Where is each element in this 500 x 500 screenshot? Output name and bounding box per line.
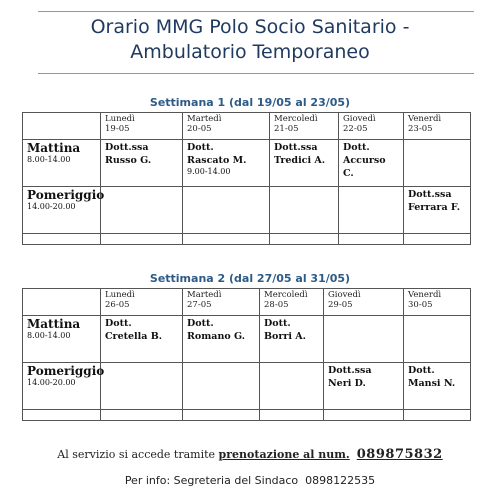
day-date: 22-05 [343, 124, 368, 134]
info-text: Per info: Segreteria del Sindaco [124, 474, 299, 487]
week-1-schedule-table [22, 112, 471, 245]
doctor-cell [101, 140, 183, 187]
doctor-title: Dott. [187, 142, 214, 153]
spacer-cell [23, 410, 101, 421]
day-date: 27-05 [187, 300, 212, 310]
doctor-cell [101, 187, 183, 234]
day-name: Giovedì [328, 290, 361, 300]
doctor-title: Dott.ssa [328, 365, 372, 376]
booking-number: 089875832 [356, 447, 443, 462]
doctor-name: Neri D. [328, 378, 366, 389]
doctor-cell [260, 316, 324, 363]
doctor-title: Dott.ssa [408, 189, 452, 200]
booking-info [0, 447, 500, 462]
slot-name: Mattina [27, 141, 81, 155]
title-line-1: Orario MMG Polo Socio Sanitario - [90, 16, 410, 38]
doctor-title: Dott.ssa [105, 142, 149, 153]
day-header-cell [270, 113, 339, 140]
day-date: 29-05 [328, 300, 353, 310]
contact-info [0, 474, 500, 487]
day-date: 21-05 [274, 124, 299, 134]
access-text: Al servizio si accede tramite [57, 448, 219, 461]
spacer-cell [183, 234, 270, 245]
day-date: 26-05 [105, 300, 130, 310]
day-date: 28-05 [264, 300, 289, 310]
top-rule [38, 11, 474, 12]
doctor-name: Mansi N. [408, 378, 456, 389]
doctor-cell [339, 140, 404, 187]
doctor-name: Rascato M. [187, 155, 247, 166]
spacer-cell [324, 410, 404, 421]
day-header-cell [404, 289, 471, 316]
day-name: Mercoledì [274, 114, 318, 124]
doctor-cell [270, 140, 339, 187]
spacer-row [23, 234, 471, 245]
day-name: Lunedì [105, 290, 135, 300]
spacer-cell [183, 410, 260, 421]
day-header-cell [101, 113, 183, 140]
spacer-cell [260, 410, 324, 421]
slot-label-cell [23, 316, 101, 363]
day-name: Mercoledì [264, 290, 308, 300]
doctor-cell [183, 363, 260, 410]
slot-time: 8.00-14.00 [27, 155, 71, 164]
corner-cell [23, 289, 101, 316]
doctor-cell [339, 187, 404, 234]
day-header-cell [260, 289, 324, 316]
morning-row [23, 316, 471, 363]
doctor-cell [260, 363, 324, 410]
day-date: 20-05 [187, 124, 212, 134]
doctor-cell [101, 363, 183, 410]
day-name: Martedì [187, 114, 222, 124]
doctor-cell [183, 187, 270, 234]
day-name: Giovedì [343, 114, 376, 124]
title-line-2: Ambulatorio Temporaneo [130, 41, 370, 63]
spacer-cell [339, 234, 404, 245]
day-date: 23-05 [408, 124, 433, 134]
slot-time: 14.00-20.00 [27, 202, 76, 211]
doctor-name: Russo G. [105, 155, 152, 166]
day-header-cell [324, 289, 404, 316]
doctor-name: Ferrara F. [408, 202, 460, 213]
slot-time: 14.00-20.00 [27, 378, 76, 387]
slot-time: 8.00-14.00 [27, 331, 71, 340]
info-number: 0898122535 [305, 474, 376, 487]
doctor-name: Romano G. [187, 331, 246, 342]
table-header-row [23, 113, 471, 140]
day-name: Lunedì [105, 114, 135, 124]
doctor-cell [404, 316, 471, 363]
day-date: 19-05 [105, 124, 130, 134]
spacer-cell [270, 234, 339, 245]
doctor-name: Cretella B. [105, 331, 163, 342]
doctor-name: Borri A. [264, 331, 306, 342]
table-header-row [23, 289, 471, 316]
doctor-title: Dott. [105, 318, 132, 329]
spacer-row [23, 410, 471, 421]
slot-name: Pomeriggio [27, 364, 105, 378]
doctor-cell [404, 140, 471, 187]
spacer-cell [23, 234, 101, 245]
slot-label-cell [23, 187, 105, 234]
day-header-cell [183, 289, 260, 316]
day-header-cell [101, 289, 183, 316]
corner-cell [23, 113, 101, 140]
afternoon-row [23, 187, 471, 234]
doctor-title: Dott.ssa [274, 142, 318, 153]
spacer-cell [101, 410, 183, 421]
doctor-title: Dott. [264, 318, 291, 329]
spacer-cell [101, 234, 183, 245]
doctor-hours: 9.00-14.00 [187, 167, 231, 176]
week-2-schedule-table [22, 288, 471, 421]
morning-row [23, 140, 471, 187]
spacer-cell [404, 234, 471, 245]
doctor-title: Dott. [408, 365, 435, 376]
day-name: Martedì [187, 290, 222, 300]
doctor-cell [183, 140, 270, 187]
slot-label-cell [23, 363, 105, 410]
day-name: Venerdì [408, 114, 442, 124]
doctor-cell [404, 363, 471, 410]
doctor-cell [183, 316, 260, 363]
title-underline-rule [38, 73, 474, 74]
day-header-cell [183, 113, 270, 140]
day-date: 30-05 [408, 300, 433, 310]
week-1-title: Settimana 1 (dal 19/05 al 23/05) [149, 96, 351, 109]
doctor-title: Dott. [187, 318, 214, 329]
day-header-cell [339, 113, 404, 140]
slot-label-cell [23, 140, 101, 187]
slot-name: Pomeriggio [27, 188, 105, 202]
doctor-cell [324, 363, 404, 410]
week-2-title: Settimana 2 (dal 27/05 al 31/05) [149, 272, 351, 285]
doctor-cell [404, 187, 471, 234]
doctor-cell [270, 187, 339, 234]
day-header-cell [404, 113, 471, 140]
doctor-cell [324, 316, 404, 363]
page-title [0, 15, 500, 65]
slot-name: Mattina [27, 317, 81, 331]
doctor-title: Dott. [343, 142, 370, 153]
doctor-name: Accurso C. [343, 155, 386, 179]
doctor-name: Tredici A. [274, 155, 326, 166]
doctor-cell [101, 316, 183, 363]
spacer-cell [404, 410, 471, 421]
booking-label: prenotazione al num. [218, 448, 350, 461]
day-name: Venerdì [408, 290, 442, 300]
afternoon-row [23, 363, 471, 410]
